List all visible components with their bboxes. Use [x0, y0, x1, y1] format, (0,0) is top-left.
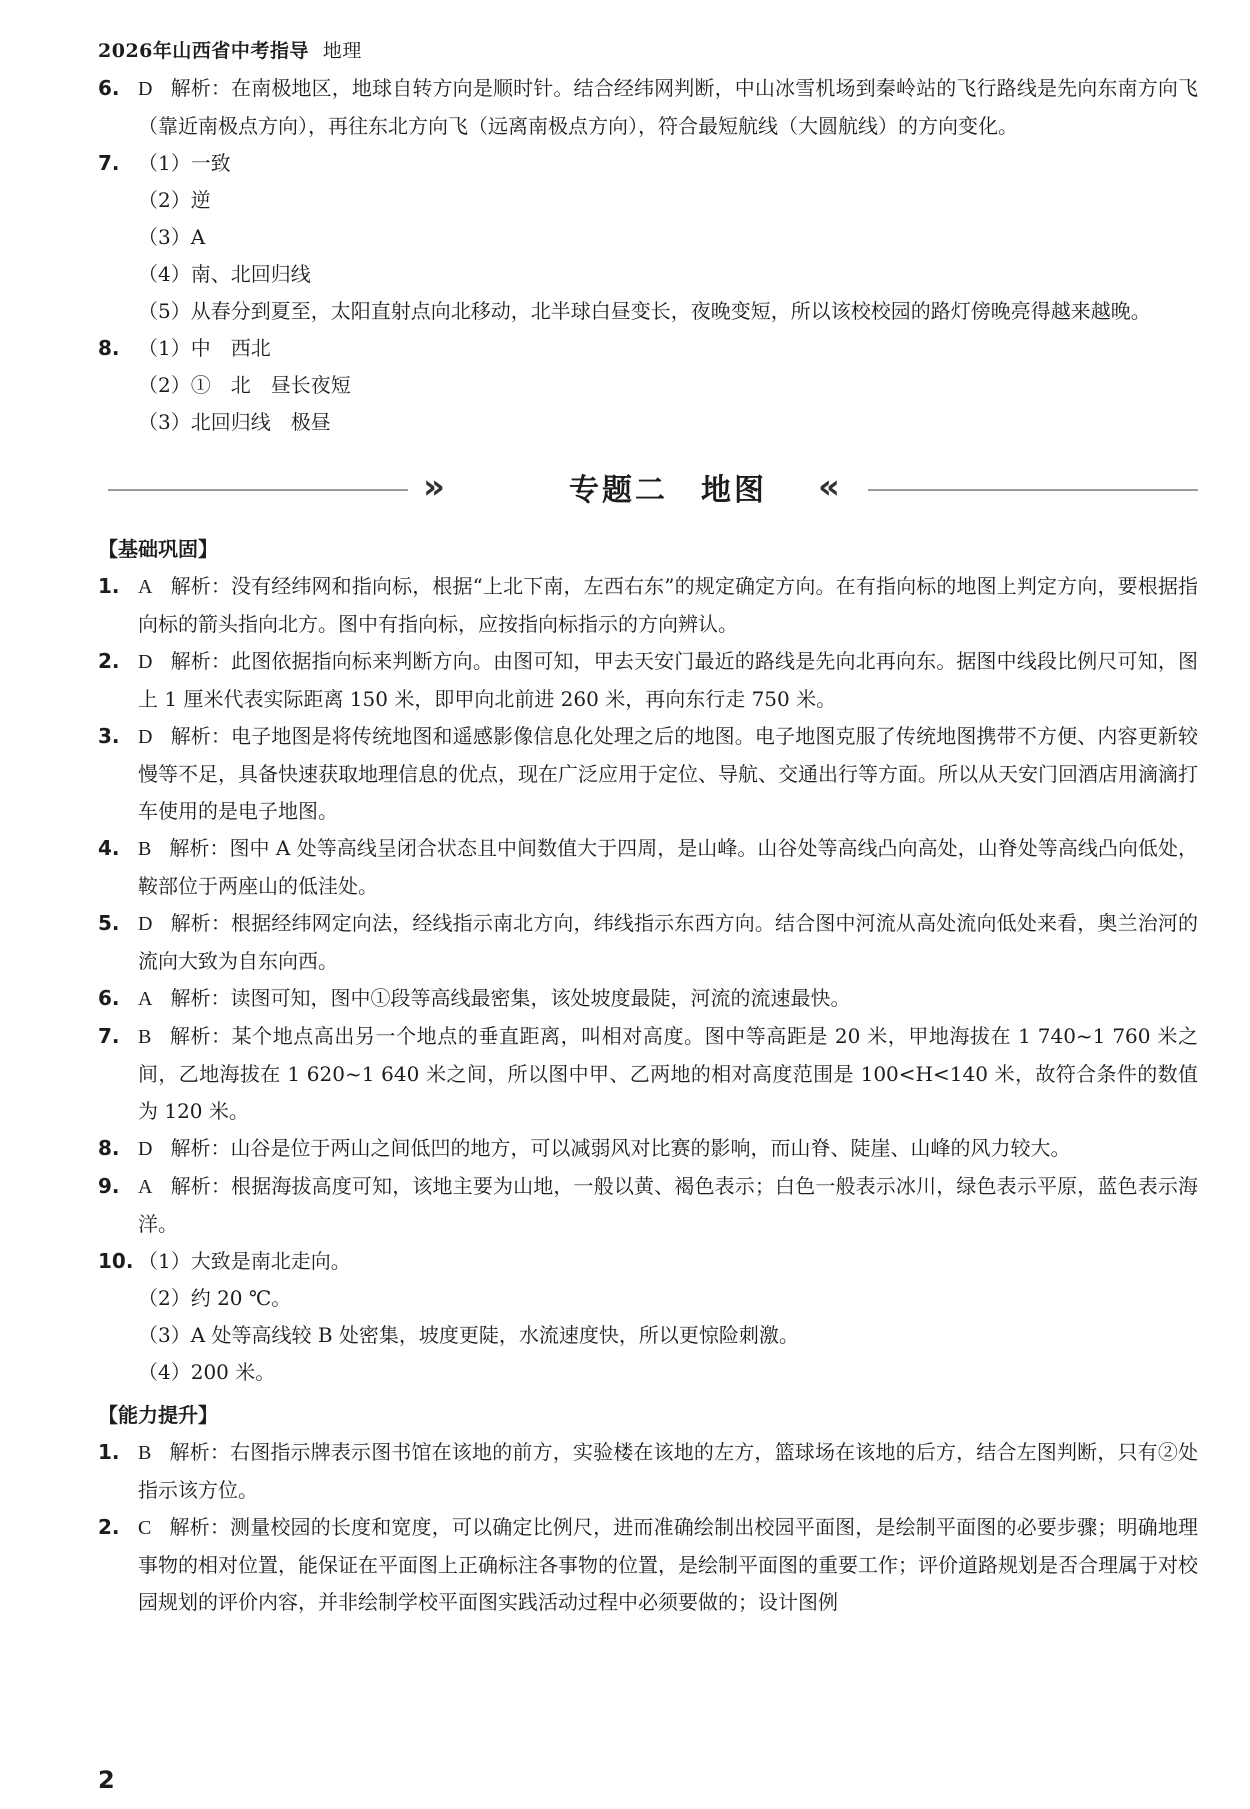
answer-letter: D — [138, 651, 153, 673]
section-basic-title: 【基础巩固】 — [98, 537, 218, 561]
basic-question-4 — [98, 830, 1198, 905]
question-number: 8. — [98, 1136, 120, 1160]
question-6 — [98, 70, 1198, 145]
sub-answer: （1）大致是南北走向。 — [138, 1249, 351, 1273]
answer-letter: A — [138, 988, 153, 1010]
question-number: 2. — [98, 649, 120, 673]
question-number: 10. — [98, 1249, 134, 1273]
sub-answer: （4）200 米。 — [138, 1360, 276, 1384]
question-number: 6. — [98, 986, 120, 1010]
basic-question-10 — [98, 1243, 1198, 1391]
subject-label: 地理 — [322, 40, 362, 62]
double-chevron-right-icon: » — [423, 467, 445, 507]
answer-letter: D — [138, 1138, 153, 1160]
answer-letter: B — [138, 1026, 152, 1048]
sub-answer: （3）A — [138, 225, 206, 249]
answer-letter: C — [138, 1517, 152, 1539]
question-number: 8. — [98, 336, 120, 360]
explanation-text: 解析：读图可知，图中①段等高线最密集，该处坡度最陡，河流的流速最快。 — [170, 986, 851, 1010]
explanation-text: 解析：没有经纬网和指向标，根据“上北下南，左西右东”的规定确定方向。在有指向标的地图上判定方向，要根据指向标的箭头指向北方。图中有指向标，应按指向标指示的方向辨认。 — [138, 574, 1198, 636]
question-number: 7. — [98, 1024, 120, 1048]
double-chevron-left-icon: « — [818, 467, 840, 507]
question-number: 5. — [98, 911, 120, 935]
page-header — [98, 36, 362, 63]
topic-title: 专题二 地图 — [569, 473, 767, 508]
sub-answer: （2）逆 — [138, 188, 211, 212]
question-number: 1. — [98, 574, 120, 598]
sub-answer: （3）A 处等高线较 B 处密集，坡度更陡，水流速度快，所以更惊险刺激。 — [138, 1323, 799, 1347]
sub-answer: （1）中 西北 — [138, 336, 271, 360]
answer-letter: D — [138, 913, 153, 935]
explanation-text: 解析：此图依据指向标来判断方向。由图可知，甲去天安门最近的路线是先向北再向东。据图中线段比例尺可知，图上 1 厘米代表实际距离 150 米，即甲向北前进 260 米，再向东行走 750 米。 — [138, 649, 1198, 711]
explanation-text: 解析：在南极地区，地球自转方向是顺时针。结合经纬网判断，中山冰雪机场到秦岭站的飞行路线是先向东南方向飞（靠近南极点方向），再往东北方向飞（远离南极点方向），符合最短航线（大圆航线）的方向变化。 — [138, 76, 1198, 138]
basic-question-7 — [98, 1018, 1198, 1130]
question-number: 7. — [98, 151, 120, 175]
basic-question-2 — [98, 643, 1198, 718]
answer-letter: B — [138, 1442, 152, 1464]
explanation-text: 解析：测量校园的长度和宽度，可以确定比例尺，进而准确绘制出校园平面图，是绘制平面图的必要步骤；明确地理事物的相对位置，能保证在平面图上正确标注各事物的位置，是绘制平面图的重要工作；评价道路规划是否合理属于对校园规划的评价内容，并非绘制学校平面图实践活动过程中必须要做的；设计图例 — [138, 1515, 1198, 1614]
explanation-text: 解析：山谷是位于两山之间低凹的地方，可以减弱风对比赛的影响，而山脊、陡崖、山峰的风力较大。 — [170, 1136, 1071, 1160]
sub-answer: （2）① 北 昼长夜短 — [138, 373, 351, 397]
explanation-text: 解析：电子地图是将传统地图和遥感影像信息化处理之后的地图。电子地图克服了传统地图携带不方便、内容更新较慢等不足，具备快速获取地理信息的优点，现在广泛应用于定位、导航、交通出行等方面。所以从天安门回酒店用滴滴打车使用的是电子地图。 — [138, 724, 1198, 823]
question-8 — [98, 330, 1198, 441]
page-content — [98, 70, 1198, 1621]
basic-question-1 — [98, 568, 1198, 643]
divider-line-left — [108, 489, 408, 491]
explanation-text: 解析：图中 A 处等高线呈闭合状态且中间数值大于四周，是山峰。山谷处等高线凸向高处，山脊处等高线凸向低处，鞍部位于两座山的低洼处。 — [138, 836, 1198, 898]
page-number: 2 — [98, 1766, 115, 1794]
question-number: 2. — [98, 1515, 120, 1539]
sub-answer: （4）南、北回归线 — [138, 262, 311, 286]
basic-question-8 — [98, 1130, 1198, 1168]
sub-answer: （1）一致 — [138, 151, 231, 175]
basic-question-5 — [98, 905, 1198, 980]
basic-question-9 — [98, 1168, 1198, 1243]
book-title: 2026年山西省中考指导 — [98, 40, 309, 62]
basic-question-6 — [98, 980, 1198, 1018]
answer-letter: A — [138, 576, 153, 598]
advanced-question-1 — [98, 1434, 1198, 1509]
section-advanced-title: 【能力提升】 — [98, 1403, 218, 1427]
answer-letter: B — [138, 838, 152, 860]
question-number: 1. — [98, 1440, 120, 1464]
explanation-text: 解析：根据经纬网定向法，经线指示南北方向，纬线指示东西方向。结合图中河流从高处流向低处来看，奥兰治河的流向大致为自东向西。 — [138, 911, 1198, 973]
question-7 — [98, 145, 1198, 330]
question-number: 6. — [98, 76, 120, 100]
topic-heading — [98, 453, 1198, 523]
advanced-question-2 — [98, 1509, 1198, 1621]
question-number: 3. — [98, 724, 120, 748]
answer-letter: A — [138, 1176, 153, 1198]
explanation-text: 解析：右图指示牌表示图书馆在该地的前方，实验楼在该地的左方，篮球场在该地的后方，结合左图判断，只有②处指示该方位。 — [138, 1440, 1198, 1502]
sub-answer: （2）约 20 ℃。 — [138, 1286, 292, 1310]
answer-letter: D — [138, 726, 153, 748]
answer-letter: D — [138, 78, 153, 100]
basic-question-3 — [98, 718, 1198, 830]
explanation-text: 解析：根据海拔高度可知，该地主要为山地，一般以黄、褐色表示；白色一般表示冰川，绿色表示平原，蓝色表示海洋。 — [138, 1174, 1198, 1236]
explanation-text: 解析：某个地点高出另一个地点的垂直距离，叫相对高度。图中等高距是 20 米，甲地海拔在 1 740~1 760 米之间，乙地海拔在 1 620~1 640 米之间，所以图中甲、乙两地的相对高度范围是 100<H<140 米，故符合条件的数值为 120 米。 — [138, 1024, 1198, 1123]
question-number: 4. — [98, 836, 120, 860]
question-number: 9. — [98, 1174, 120, 1198]
divider-line-right — [868, 489, 1198, 491]
sub-answer: （5）从春分到夏至，太阳直射点向北移动，北半球白昼变长，夜晚变短，所以该校校园的路灯傍晚亮得越来越晚。 — [138, 299, 1151, 323]
sub-answer: （3）北回归线 极昼 — [138, 410, 331, 434]
